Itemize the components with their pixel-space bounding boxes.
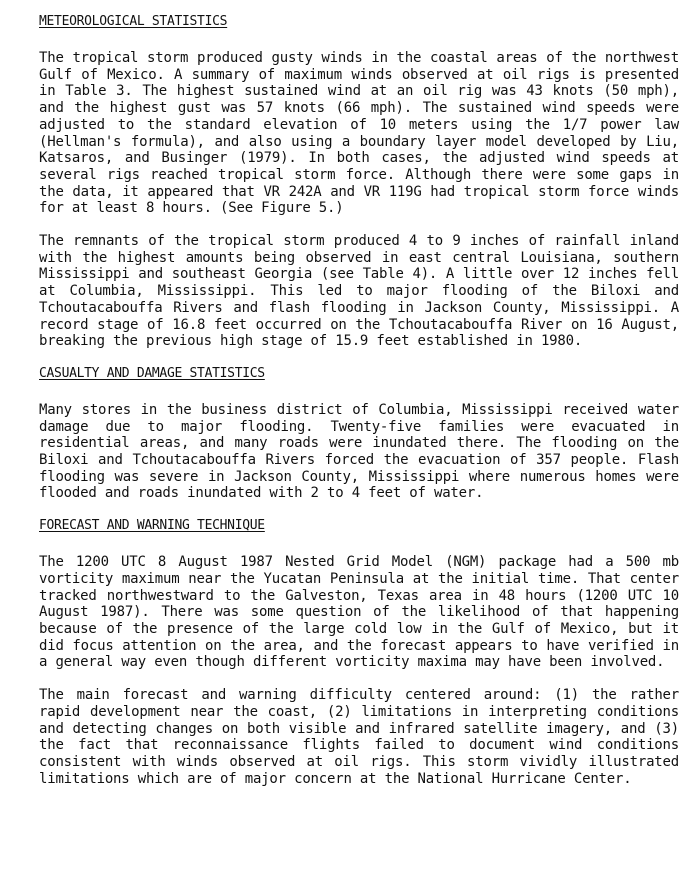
section-casualty-and-damage-statistics bbox=[39, 366, 679, 502]
paragraph: The tropical storm produced gusty winds in the coastal areas of the northwest Gulf of Mexico. A summary of maximum winds observed at oil rigs is presented in Table 3. The highest sustained wind at an oil rig was 43 knots (50 mph), and the highest gust was 57 knots (66 mph). The sustained wind speeds were adjusted to the standard elevation of 10 meters using the 1/7 power law (Hellman's formula), and also using a boundary layer model developed by Liu, Katsaros, and Businger (1979). In both cases, the adjusted wind speeds at several rigs reached tropical storm force. Although there were some gaps in the data, it appeared that VR 242A and VR 119G had tropical storm force winds for at least 8 hours. (See Figure 5.) bbox=[39, 50, 679, 217]
paragraph: The 1200 UTC 8 August 1987 Nested Grid Model (NGM) package had a 500 mb vorticity maximum near the Yucatan Peninsula at the initial time. That center tracked northwestward to the Galveston, Texas area in 48 hours (1200 UTC 10 August 1987). There was some question of the likelihood of that happening because of the presence of the large cold low in the Gulf of Mexico, but it did focus attention on the area, and the forecast appears to have verified in a general way even though different vorticity maxima may have been involved. bbox=[39, 554, 679, 671]
section-heading: CASUALTY AND DAMAGE STATISTICS bbox=[39, 365, 265, 381]
section-heading: METEOROLOGICAL STATISTICS bbox=[39, 14, 228, 29]
document-page bbox=[39, 14, 679, 803]
paragraph: The main forecast and warning difficulty centered around: (1) the rather rapid development near the coast, (2) limitations in interpreting conditions and detecting changes on both visible and infrared satellite imagery, and (3) the fact that reconnaissance flights failed to document wind conditions consistent with winds observed at oil rigs. This storm vividly illustrated limitations which are of major concern at the National Hurricane Center. bbox=[39, 687, 679, 787]
paragraph: The remnants of the tropical storm produced 4 to 9 inches of rainfall inland with the highest amounts being observed in east central Louisiana, southern Mississippi and southeast Georgia (see Table 4). A little over 12 inches fell at Columbia, Mississippi. This led to major flooding of the Biloxi and Tchoutacabouffa Rivers and flash flooding in Jackson County, Mississippi. A record stage of 16.8 feet occurred on the Tchoutacabouffa River on 16 August, breaking the previous high stage of 15.9 feet established in 1980. bbox=[39, 233, 679, 350]
section-forecast-and-warning-technique bbox=[39, 518, 679, 787]
paragraph: Many stores in the business district of Columbia, Mississippi received water damage due to major flooding. Twenty-five families were evacuated in residential areas, and many roads were inundated there. The flooding on the Biloxi and Tchoutacabouffa Rivers forced the evacuation of 357 people. Flash flooding was severe in Jackson County, Mississippi where numerous homes were flooded and roads inundated with 2 to 4 feet of water. bbox=[39, 401, 679, 502]
section-meteorological-statistics bbox=[39, 14, 679, 350]
section-heading: FORECAST AND WARNING TECHNIQUE bbox=[39, 518, 265, 534]
